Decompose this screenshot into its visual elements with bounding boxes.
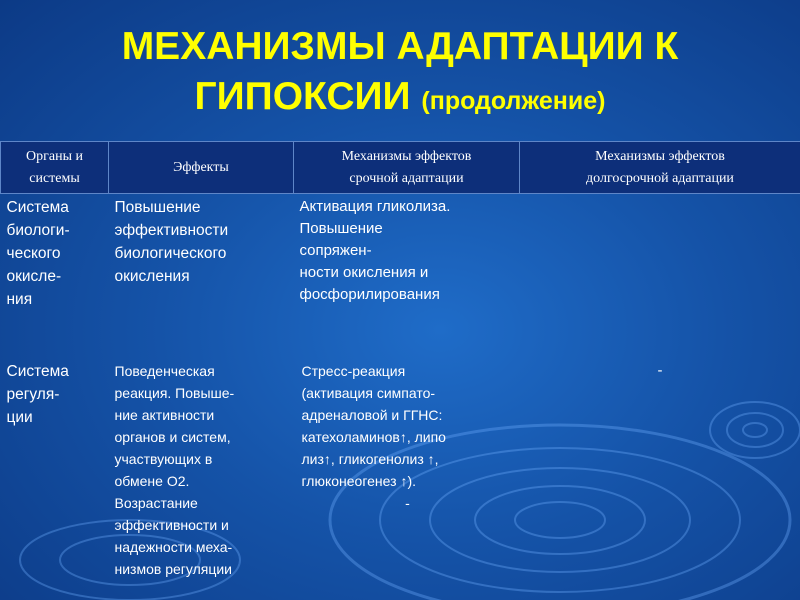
adaptation-table bbox=[0, 141, 800, 592]
header-effects: Эффекты bbox=[109, 142, 294, 194]
cell-effects: Повышение эффективности биологического окисления bbox=[114, 199, 229, 285]
cell-urgent bbox=[294, 358, 520, 592]
header-long-term-mechanisms: Механизмы эффектов долгосрочной адаптации bbox=[520, 142, 800, 194]
title-suffix: (продолжение) bbox=[421, 87, 606, 115]
header-urgent-mechanisms: Механизмы эффектов срочной адаптации bbox=[294, 142, 520, 194]
cell-effects: Поведенческая реакция. Повыше- ние активности органов и систем, участвующих в обмене О2. Возрастание эффективности и надежности меха- низмов регуляции bbox=[114, 363, 235, 577]
title-line-1: МЕХАНИЗМЫ АДАПТАЦИИ К bbox=[121, 25, 679, 68]
title-main-word: ГИПОКСИИ bbox=[194, 75, 411, 118]
cell-urgent-dash: - bbox=[405, 495, 410, 511]
cell-long-term: - bbox=[657, 362, 663, 379]
table-row bbox=[1, 194, 800, 359]
slide-title bbox=[0, 22, 800, 126]
title-line-2 bbox=[0, 72, 800, 126]
cell-long-term bbox=[520, 194, 800, 359]
header-organs: Органы и системы bbox=[1, 142, 109, 194]
table-row bbox=[1, 358, 800, 592]
table-header-row bbox=[1, 142, 800, 194]
cell-organ: Система регуля- ции bbox=[6, 363, 69, 426]
cell-organ: Система биологи- ческого окисле- ния bbox=[6, 199, 70, 308]
cell-urgent: Активация гликолиза. Повышение сопряжен- ности окисления и фосфорилирования bbox=[299, 198, 451, 303]
cell-urgent-text: Стресс-реакция (активация симпато- адреналовой и ГГНС: катехоламинов↑, липо лиз↑, гликогенолиз ↑, глюконеогенез ↑). bbox=[301, 363, 446, 489]
